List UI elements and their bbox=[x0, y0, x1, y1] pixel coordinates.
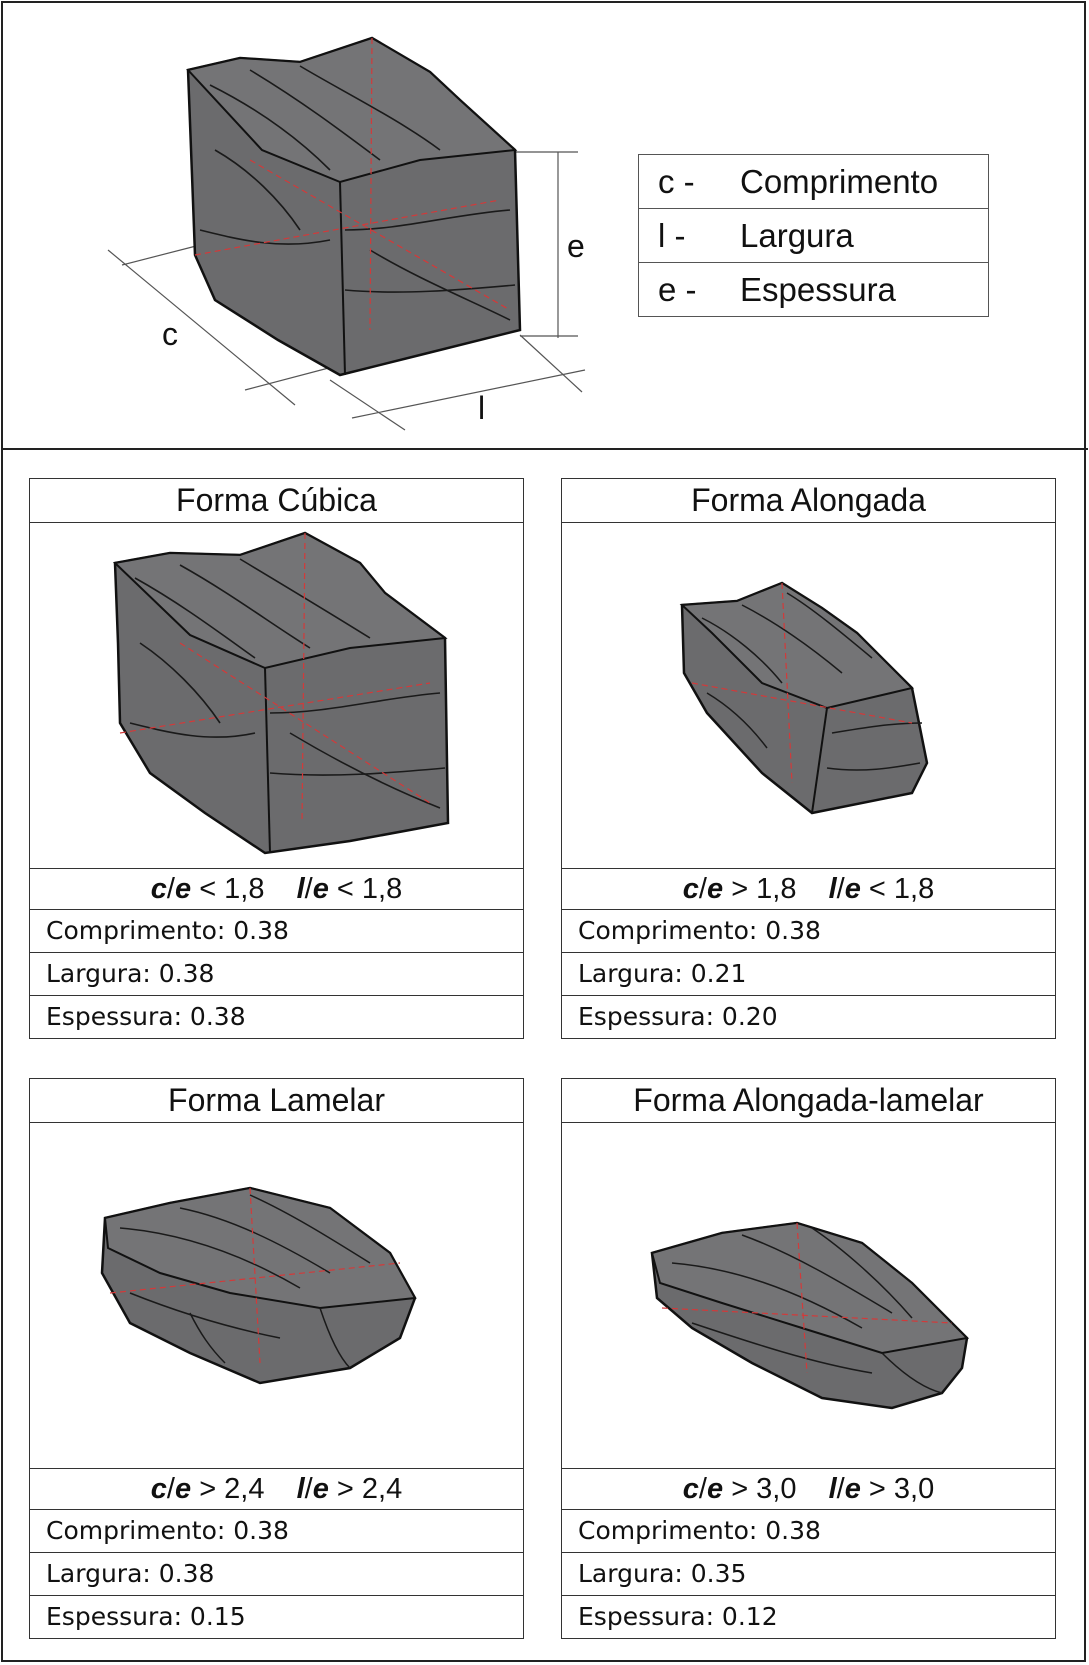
row-comprimento: Comprimento: 0.38 bbox=[562, 910, 1055, 953]
elongated-stone-icon bbox=[562, 523, 1054, 868]
ratio-c: l bbox=[296, 1473, 305, 1505]
row-espessura: Espessura: 0.38 bbox=[46, 1002, 246, 1031]
row-largura: Largura: 0.21 bbox=[562, 953, 1055, 996]
panel-cubic bbox=[29, 478, 524, 1039]
legend-text-comprimento: Comprimento bbox=[740, 162, 939, 200]
panel-title: Forma Alongada-lamelar bbox=[562, 1079, 1055, 1123]
elongated-lamellar-stone-icon bbox=[562, 1123, 1054, 1468]
legend-key-e: e - bbox=[658, 270, 697, 308]
row-largura: Largura: 0.38 bbox=[30, 1553, 523, 1596]
ratio-op1: > 1,8 bbox=[731, 873, 797, 905]
cubic-stone-icon bbox=[30, 523, 522, 868]
panel-illustration bbox=[562, 523, 1055, 869]
ratio-op2: < 1,8 bbox=[336, 873, 403, 905]
ratio-d: e bbox=[312, 873, 329, 905]
panel-illustration bbox=[30, 523, 523, 869]
row-comprimento: Comprimento: 0.38 bbox=[562, 1510, 1055, 1553]
dim-label-l: l bbox=[478, 390, 486, 426]
legend-text-espessura: Espessura bbox=[740, 270, 896, 308]
cubic-stone-top bbox=[188, 38, 520, 375]
panel-elongated bbox=[561, 478, 1056, 1039]
ratio-op2: > 3,0 bbox=[868, 1473, 935, 1505]
ratio-d: e bbox=[844, 873, 861, 905]
panel-title: Forma Cúbica bbox=[30, 479, 523, 523]
ratio-a: c bbox=[150, 1473, 167, 1505]
row-comprimento: Comprimento: 0.38 bbox=[30, 910, 523, 953]
row-largura: Largura: 0.38 bbox=[30, 953, 523, 996]
legend-key-c: c - bbox=[658, 162, 695, 200]
ratio-op1: > 3,0 bbox=[731, 1473, 797, 1505]
ratio-b: e bbox=[706, 1473, 724, 1505]
ratio-d: e bbox=[844, 1473, 861, 1505]
lamellar-stone-icon bbox=[30, 1123, 522, 1468]
ratio-formula: c/e > 3,0 l/e > 3,0 bbox=[562, 1469, 1055, 1510]
panel-title: Forma Alongada bbox=[562, 479, 1055, 523]
ratio-op1: < 1,8 bbox=[199, 873, 265, 905]
ratio-formula: c/e > 1,8 l/e < 1,8 bbox=[562, 869, 1055, 910]
ratio-c: l bbox=[828, 1473, 837, 1505]
ratio-b: e bbox=[706, 873, 724, 905]
ratio-formula: c/e > 2,4 l/e > 2,4 bbox=[30, 1469, 523, 1510]
ratio-op2: > 2,4 bbox=[336, 1473, 403, 1505]
panel-illustration bbox=[562, 1123, 1055, 1469]
ratio-b: e bbox=[174, 873, 192, 905]
panel-lamellar bbox=[29, 1078, 524, 1639]
dim-label-e: e bbox=[567, 228, 585, 264]
ratio-a: c bbox=[150, 873, 167, 905]
ratio-c: l bbox=[296, 873, 305, 905]
section-divider bbox=[1, 448, 1088, 450]
ratio-op2: < 1,8 bbox=[868, 873, 935, 905]
row-espessura: Espessura: 0.15 bbox=[46, 1602, 246, 1631]
row-espessura: Espessura: 0.20 bbox=[578, 1002, 778, 1031]
ratio-c: l bbox=[828, 873, 837, 905]
legend-key-l: l - bbox=[658, 216, 686, 254]
legend-text-largura: Largura bbox=[740, 216, 854, 254]
ratio-op1: > 2,4 bbox=[199, 1473, 265, 1505]
dimension-legend bbox=[638, 154, 989, 317]
ratio-formula: c/e < 1,8 l/e < 1,8 bbox=[30, 869, 523, 910]
ratio-b: e bbox=[174, 1473, 192, 1505]
panel-title: Forma Lamelar bbox=[30, 1079, 523, 1123]
row-comprimento: Comprimento: 0.38 bbox=[30, 1510, 523, 1553]
ratio-a: c bbox=[682, 873, 699, 905]
panel-illustration bbox=[30, 1123, 523, 1469]
panel-elongated-lamellar bbox=[561, 1078, 1056, 1639]
dim-label-c: c bbox=[162, 316, 178, 352]
dimension-illustration bbox=[0, 0, 620, 440]
row-largura: Largura: 0.35 bbox=[562, 1553, 1055, 1596]
ratio-d: e bbox=[312, 1473, 329, 1505]
row-espessura: Espessura: 0.12 bbox=[578, 1602, 778, 1631]
ratio-a: c bbox=[682, 1473, 699, 1505]
